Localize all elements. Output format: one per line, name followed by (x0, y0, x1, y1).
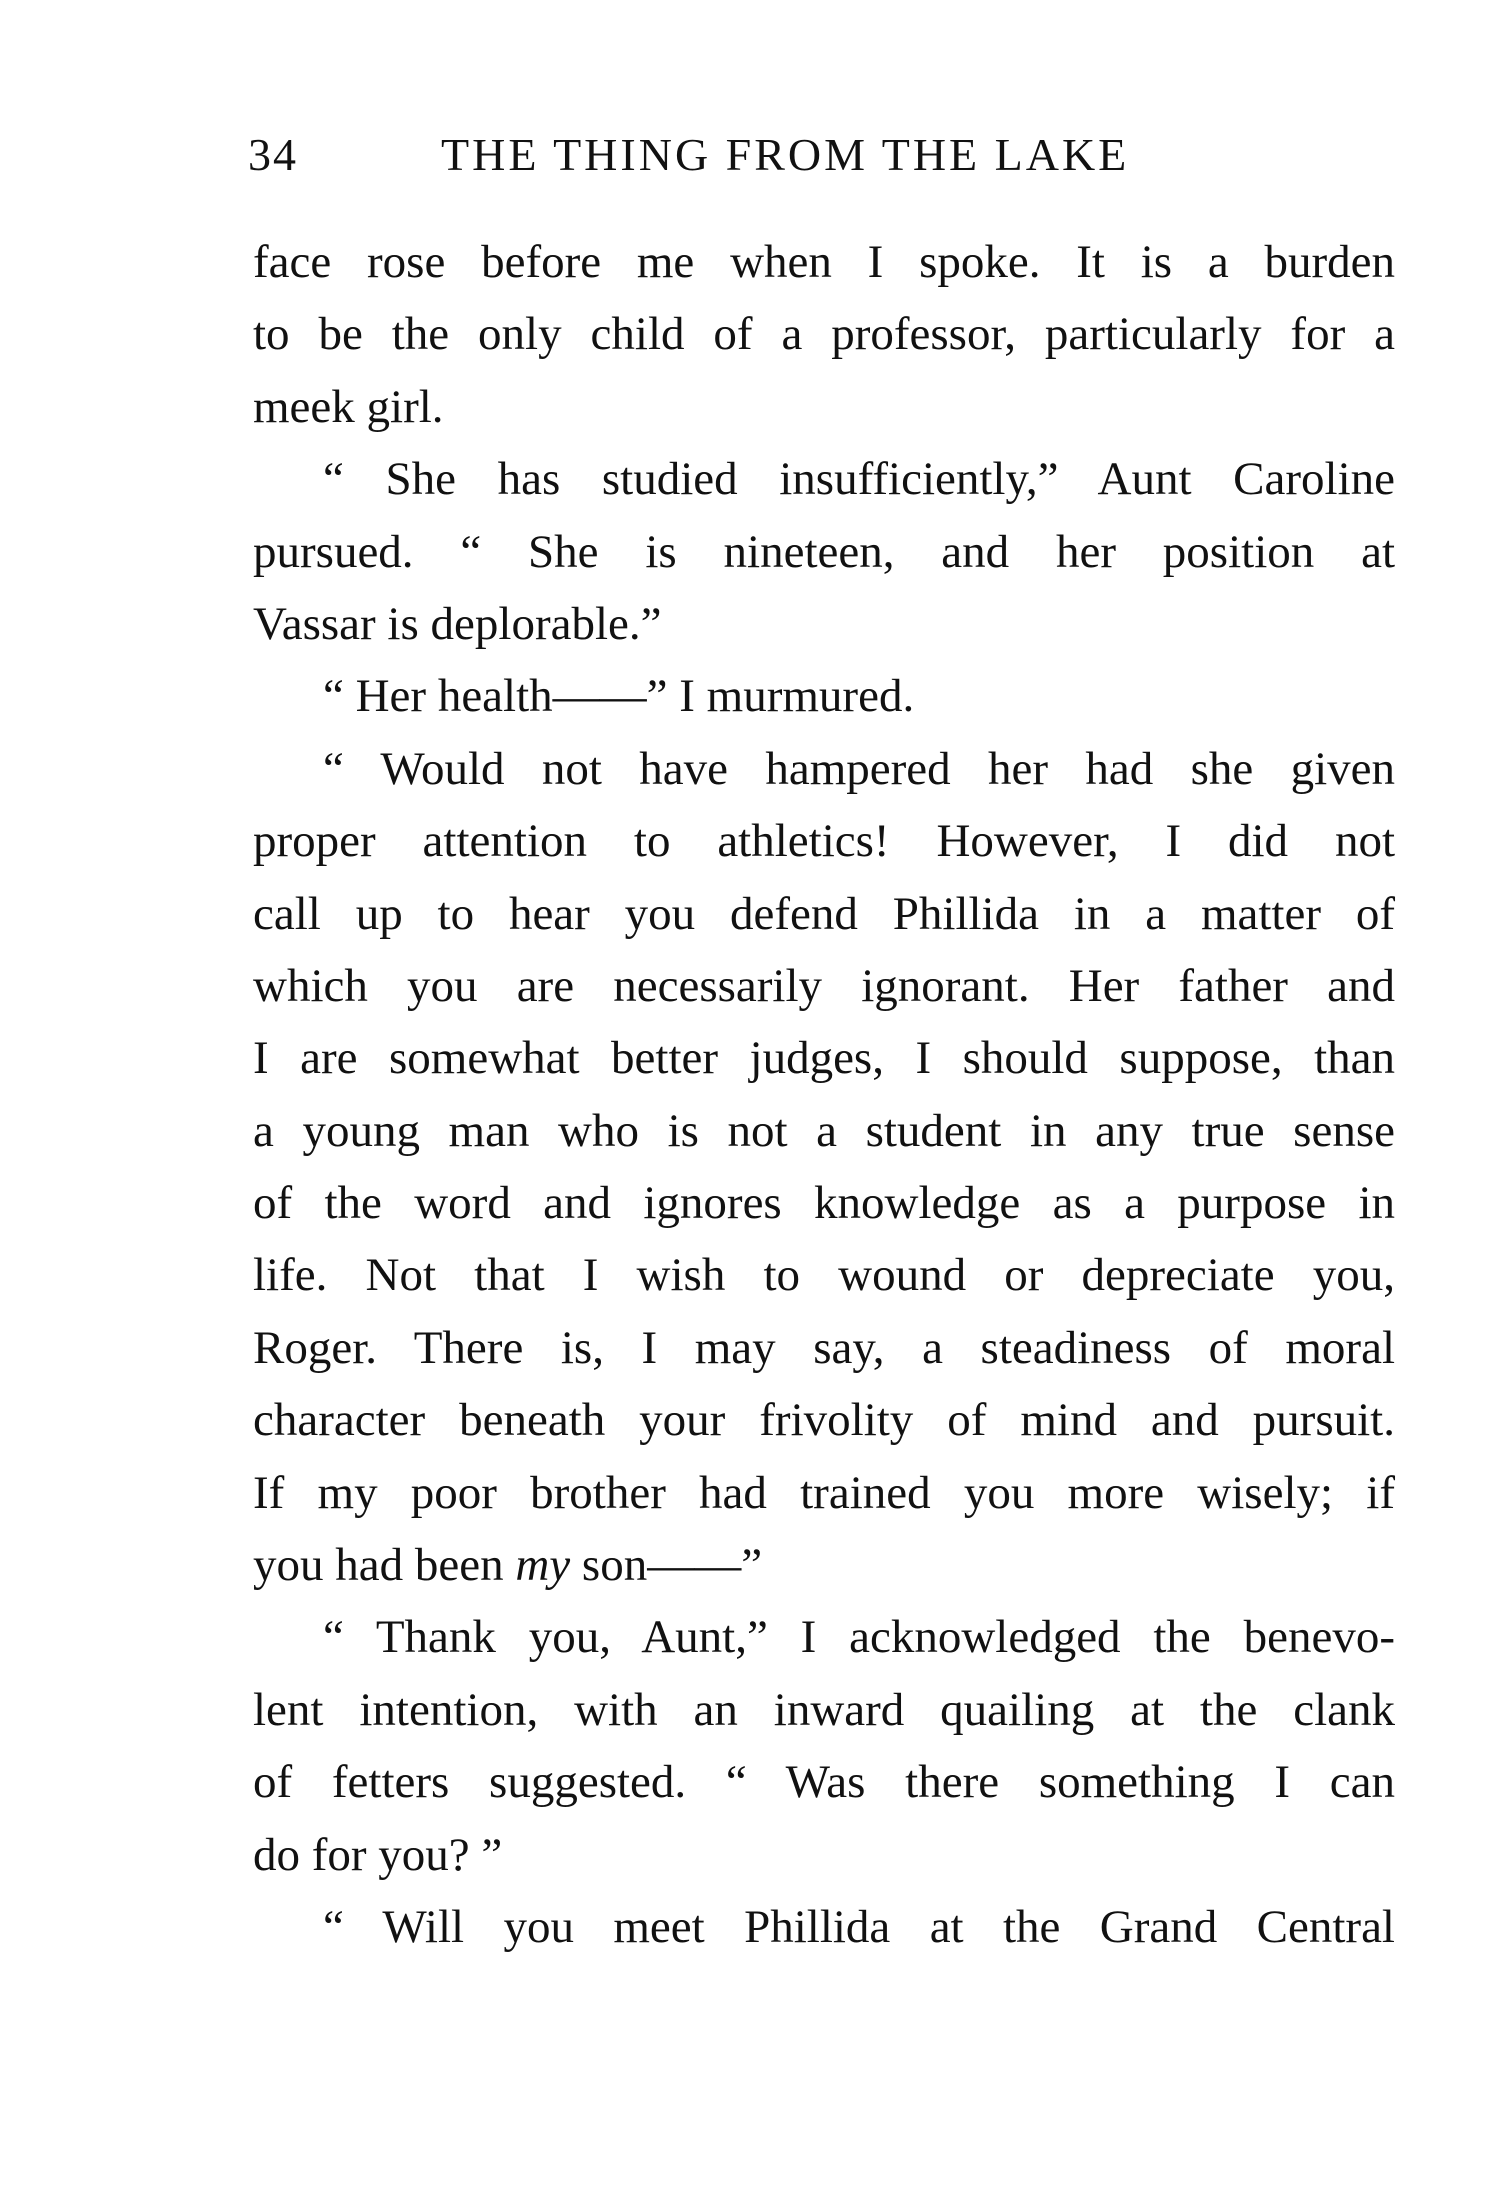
text-line: face rose before me when I spoke. It is a burden (253, 236, 1395, 288)
text-line: Vassar is deplorable.” (253, 597, 662, 650)
text-line: “ Her health——” I murmured. (323, 670, 915, 723)
text-line: a young man who is not a student in any true sense (253, 1104, 1395, 1157)
text-line: “ Will you meet Phillida at the Grand Central (323, 1900, 1395, 1953)
text-line: of the word and ignores knowledge as a purpose in (253, 1177, 1395, 1230)
text-line: which you are necessarily ignorant. Her father and (253, 959, 1395, 1012)
text-line: “ Thank you, Aunt,” I acknowledged the benevo- (323, 1611, 1395, 1664)
text-line: call up to hear you defend Phillida in a matter of (253, 887, 1395, 940)
text-line: If my poor brother had trained you more wisely; if (253, 1466, 1395, 1519)
text-line: pursued. “ She is nineteen, and her position at (253, 525, 1395, 578)
text-line: life. Not that I wish to wound or depreciate you, (253, 1249, 1395, 1302)
text-line: “ She has studied insufficiently,” Aunt Caroline (323, 453, 1395, 506)
text-line: proper attention to athletics! However, I did not (253, 815, 1395, 868)
text-line: you had been my son——” (253, 1539, 763, 1592)
text-line: I are somewhat better judges, I should suppose, than (253, 1032, 1395, 1085)
page-header (248, 128, 1398, 188)
text-line: “ Would not have hampered her had she given (323, 742, 1395, 795)
text-line: to be the only child of a professor, particularly for a (253, 308, 1395, 361)
text-line: do for you? ” (253, 1828, 503, 1881)
text-line: character beneath your frivolity of mind and pursuit. (253, 1394, 1395, 1447)
body-text (253, 226, 1395, 1963)
text-line: Roger. There is, I may say, a steadiness of moral (253, 1321, 1395, 1374)
page-number: 34 (248, 129, 298, 180)
emphasis: my (515, 1539, 571, 1592)
text-line: lent intention, with an inward quailing at the clank (253, 1683, 1395, 1736)
text-line: meek girl. (253, 380, 444, 433)
running-title: THE THING FROM THE LAKE (441, 129, 1130, 180)
text-line: of fetters suggested. “ Was there something I can (253, 1756, 1395, 1809)
